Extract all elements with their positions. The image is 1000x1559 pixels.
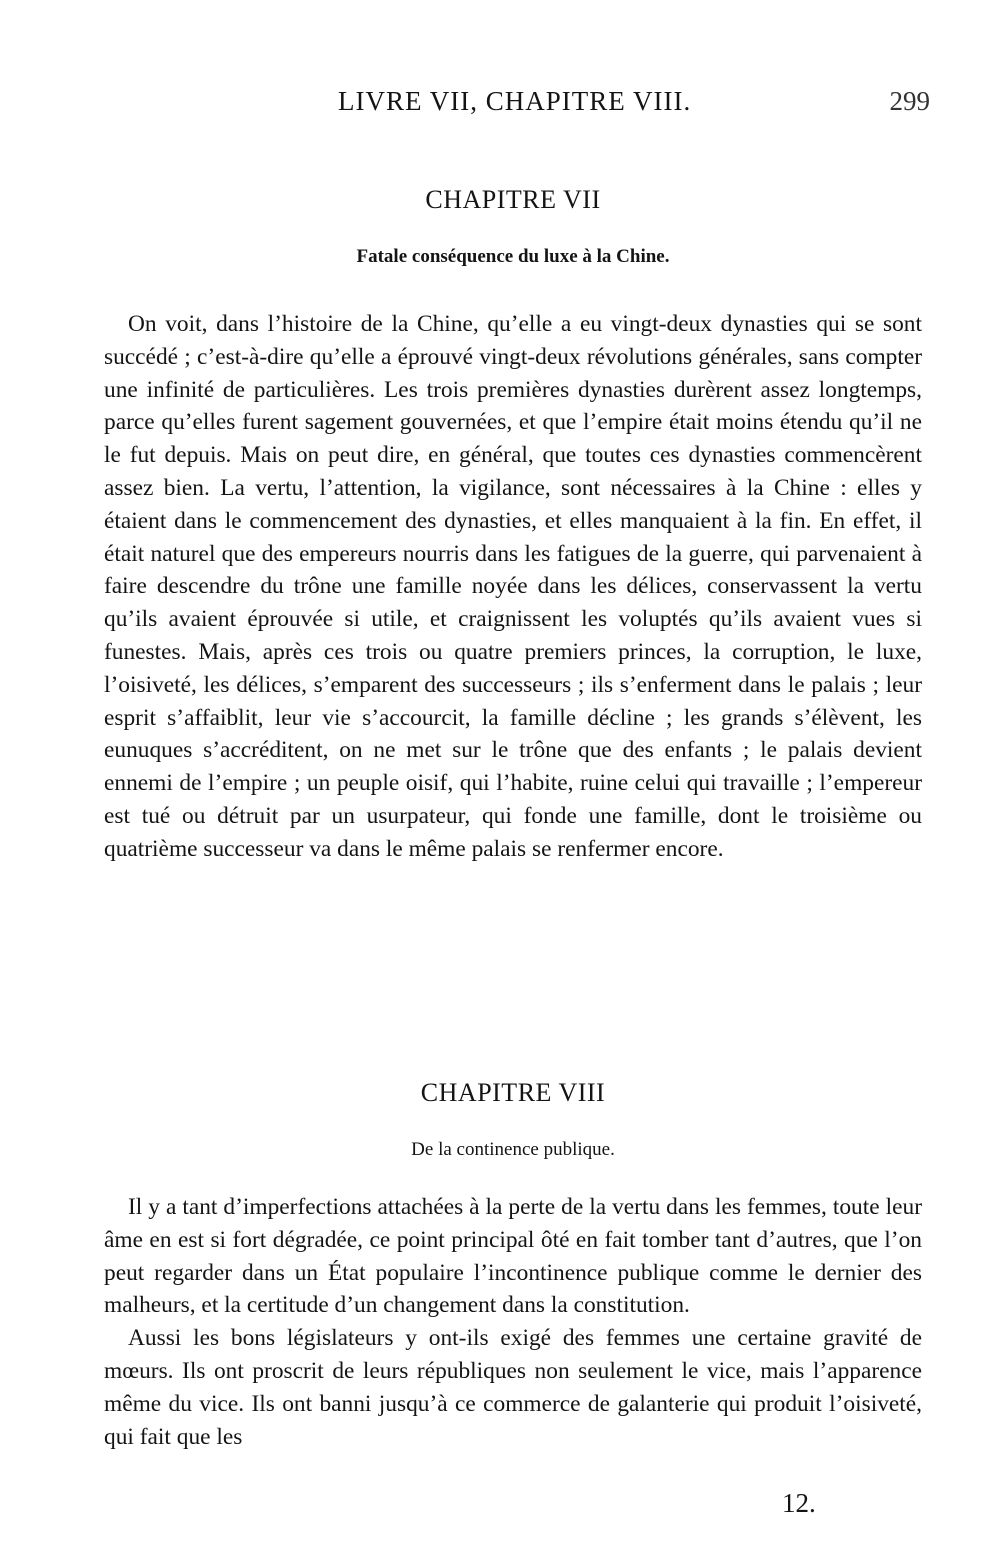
chapter-8-title: CHAPITRE VIII [420, 1078, 606, 1107]
chapter-7-title: CHAPITRE VII [425, 185, 601, 214]
chapter-7-body [104, 308, 922, 866]
running-title: LIVRE VII, CHAPITRE VIII. [338, 86, 692, 116]
page-number: 299 [889, 86, 930, 116]
chapter-8-subtitle: De la continence publique. [411, 1139, 615, 1160]
running-head [0, 86, 1000, 126]
chapter-8-paragraph-2: Aussi les bons législateurs y ont-ils exigé des femmes une certaine gravité de mœurs. Ils ont proscrit de leurs républiques non seulement le vice, mais l’apparence même du vice. Ils ont banni jusqu’à ce commerce de galanterie qui produit l’oisiveté, qui fait que les [104, 1325, 922, 1450]
signature-mark: 12. [782, 1488, 816, 1518]
chapter-8-body [104, 1191, 922, 1453]
chapter-7-subtitle: Fatale conséquence du luxe à la Chine. [356, 246, 670, 267]
chapter-8-paragraph-1: Il y a tant d’imperfections attachées à la perte de la vertu dans les femmes, toute leur âme en est si fort dégradée, ce point principal ôté en fait tomber tant d’autres, que l’on peut regarder dans un État populaire l’incontinence publique comme le dernier des malheurs, et la certitude d’un changement dans la constitution. [104, 1194, 922, 1319]
chapter-7-paragraph: On voit, dans l’histoire de la Chine, qu’elle a eu vingt-deux dynasties qui se sont succédé ; c’est-à-dire qu’elle a éprouvé vingt-deux révolutions générales, sans compter une infinité de particulières. Les trois premières dynasties durèrent assez longtemps, parce qu’elles furent sagement gouvernées, et que l’empire était moins étendu qu’il ne le fut depuis. Mais on peut dire, en général, que toutes ces dynasties commencèrent assez bien. La vertu, l’attention, la vigilance, sont nécessaires à la Chine : elles y étaient dans le commencement des dynasties, et elles manquaient à la fin. En effet, il était naturel que des empereurs nourris dans les fatigues de la guerre, qui parvenaient à faire descendre du trône une famille noyée dans les délices, conservassent la vertu qu’ils avaient éprouvée si utile, et craignissent les voluptés qu’ils avaient vues si funestes. Mais, après ces trois ou quatre premiers princes, la corruption, le luxe, l’oisiveté, les délices, s’emparent des successeurs ; ils s’enferment dans le palais ; leur esprit s’affaiblit, leur vie s’accourcit, la famille décline ; les grands s’élèvent, les eunuques s’accréditent, on ne met sur le trône que des enfants ; le palais devient ennemi de l’empire ; un peuple oisif, qui l’habite, ruine celui qui travaille ; l’empereur est tué ou détruit par un usurpateur, qui fonde une famille, dont le troisième ou quatrième successeur va dans le même palais se renfermer encore. [104, 311, 922, 862]
